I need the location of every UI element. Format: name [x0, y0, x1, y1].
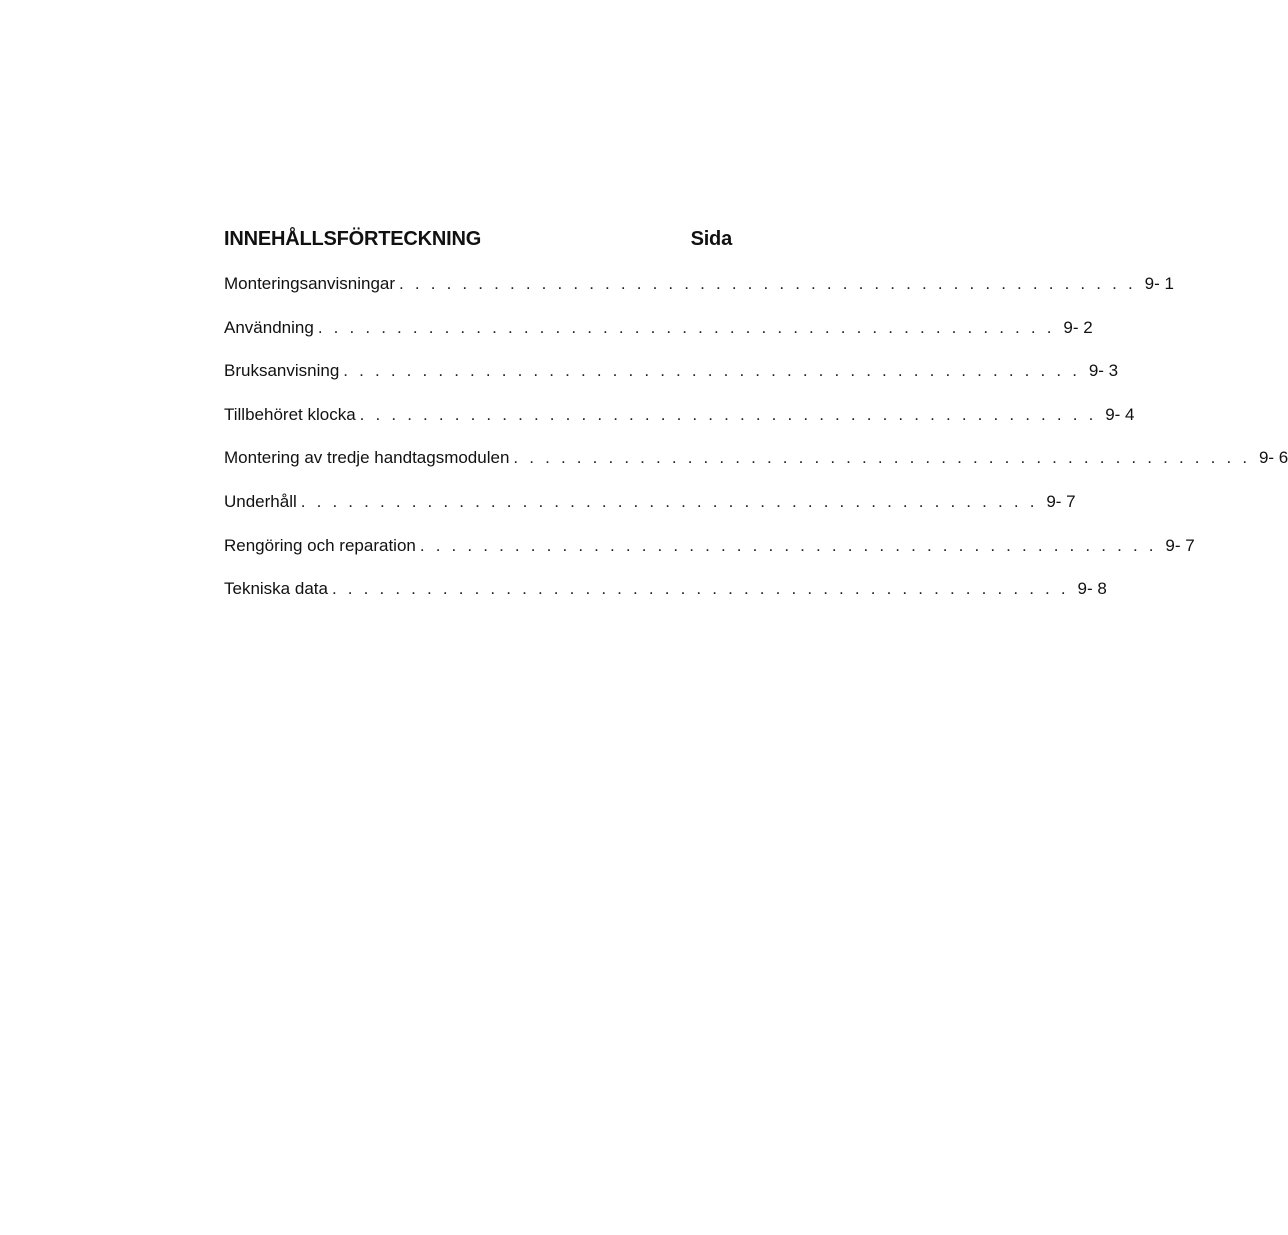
toc-entry: [224, 448, 1288, 492]
toc-entry-label: Användning: [224, 317, 314, 337]
toc-entry: [224, 274, 1174, 318]
dot-leader: . . . . . . . . . . . . . . . . . . . . . . . . . . . . . . . . . . . . . . . . . . . . . . .: [419, 535, 1157, 555]
dot-leader: . . . . . . . . . . . . . . . . . . . . . . . . . . . . . . . . . . . . . . . . . . . . . . .: [399, 274, 1136, 293]
toc-entry: [224, 579, 1107, 623]
dot-leader: . . . . . . . . . . . . . . . . . . . . . . . . . . . . . . . . . . . . . . . . . . . . . . .: [343, 361, 1081, 381]
toc-entry-label: Underhåll: [224, 491, 297, 511]
toc-entry-page: 9- 7: [1165, 535, 1195, 555]
toc-heading: INNEHÅLLSFÖRTECKNING: [224, 228, 482, 250]
toc-entry-label: Rengöring och reparation: [224, 535, 416, 555]
toc-entry-page: 9- 6: [1258, 448, 1288, 468]
toc-list: [224, 274, 1288, 623]
toc-entry-page: 9- 4: [1105, 404, 1135, 424]
toc-entry-label: Montering av tredje handtagsmodulen: [224, 448, 510, 468]
dot-leader: . . . . . . . . . . . . . . . . . . . . . . . . . . . . . . . . . . . . . . . . . . . . . . .: [359, 404, 1097, 424]
toc-entry-page: 9- 7: [1046, 491, 1076, 511]
toc-header: [224, 228, 732, 262]
dot-leader: . . . . . . . . . . . . . . . . . . . . . . . . . . . . . . . . . . . . . . . . . . . . . . .: [317, 317, 1055, 337]
dot-leader: . . . . . . . . . . . . . . . . . . . . . . . . . . . . . . . . . . . . . . . . . . . . . . .: [513, 448, 1251, 468]
toc-entry-label: Tekniska data: [224, 579, 328, 599]
toc-entry-label: Tillbehöret klocka: [224, 404, 356, 424]
dot-leader: . . . . . . . . . . . . . . . . . . . . . . . . . . . . . . . . . . . . . . . . . . . . . . .: [331, 579, 1069, 599]
dot-leader: . . . . . . . . . . . . . . . . . . . . . . . . . . . . . . . . . . . . . . . . . . . . . . .: [300, 491, 1038, 511]
toc-entry: [224, 317, 1093, 362]
toc-entry: [224, 491, 1076, 536]
toc-entry-page: 9- 2: [1063, 317, 1093, 337]
toc-entry-page: 9- 3: [1088, 361, 1119, 381]
toc-entry-page: 9- 8: [1077, 579, 1107, 599]
toc-entry: [224, 404, 1135, 449]
toc-entry: [224, 361, 1119, 405]
table-of-contents: [224, 228, 1288, 623]
page-column-label: Sida: [690, 228, 732, 250]
toc-entry-label: Bruksanvisning: [224, 361, 340, 381]
toc-entry: [224, 535, 1195, 580]
toc-entry-label: Monteringsanvisningar: [224, 274, 396, 293]
toc-entry-page: 9- 1: [1144, 274, 1174, 293]
